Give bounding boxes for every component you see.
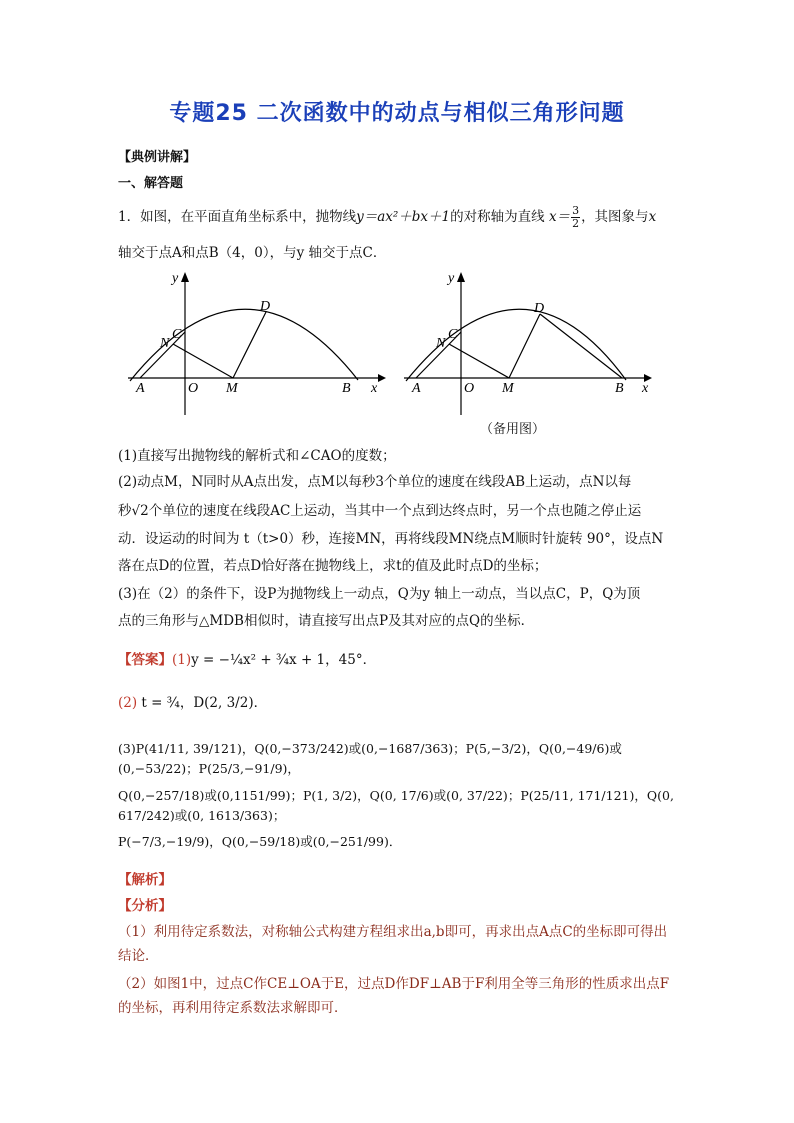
segment-NM: [173, 344, 233, 378]
label-A: A: [136, 381, 145, 396]
label-O: O: [188, 381, 199, 396]
question-3-line-1: (3)在（2）的条件下，设P为抛物线上一动点，Q为y 轴上一动点，当以点C，P，Q为顶: [118, 586, 641, 602]
problem-line-2: 轴交于点A和点B（4，0），与y 轴交于点C．: [118, 245, 387, 261]
answer-2: [118, 693, 678, 713]
page-title: 专题25 二次函数中的动点与相似三角形问题: [169, 101, 625, 126]
question-3-line-2: 点的三角形与△MDB相似时，请直接写出点P及其对应的点Q的坐标．: [118, 613, 535, 629]
answer-3-line-2: Q(0,−257/18)或(0,1151/99)；P(1, 3/2)，Q(0, 17/6)或(0, 37/22)；P(25/11, 171/121)，Q(0, 617/242)或(0, 1613/363)；: [118, 788, 674, 823]
axis-of-symmetry: x＝: [548, 209, 571, 225]
segment-MD: [509, 314, 540, 378]
answer-2-prefix: (2): [118, 695, 138, 711]
label-N: N: [436, 336, 446, 351]
x-axis-arrow: [378, 374, 386, 382]
figure-1: [128, 268, 388, 418]
label-A: A: [412, 381, 421, 396]
question-2-line-2: 秒√2个单位的速度在线段AC上运动，当其中一个点到达终点时，另一个点也随之停止运: [118, 503, 642, 519]
explain-tag: 【解析】: [118, 872, 172, 888]
y-axis-arrow: [181, 272, 189, 282]
axis-numerator: 3: [572, 204, 580, 217]
segment-NM: [449, 344, 509, 378]
segment-MD: [233, 312, 266, 378]
answer-2-expression: t = ¾，D(2, 3/2)．: [141, 695, 268, 711]
figure-2-caption: （备用图）: [480, 422, 546, 437]
problem-line-1: [118, 205, 678, 230]
answer-3-line-1: (3)P(41/11, 39/121)，Q(0,−373/242)或(0,−1687/363)；P(5,−3/2)，Q(0,−49/6)或(0,−53/22)；P(25/3,−91/9)，: [118, 741, 622, 776]
parabola-equation: y＝ax²＋bx＋1: [356, 209, 451, 225]
label-M: M: [226, 381, 238, 396]
label-C: C: [448, 327, 458, 342]
y-axis-arrow: [457, 272, 465, 282]
label-N: N: [160, 336, 170, 351]
answer-1-expression: y = −¼x² + ¾x + 1，45°．: [191, 652, 377, 668]
problem-text-a: 1．如图，在平面直角坐标系中，抛物线: [118, 209, 357, 225]
section-type-heading: 一、解答题: [118, 176, 184, 191]
label-y: y: [448, 271, 455, 286]
answer-tag: 【答案】: [118, 652, 172, 668]
answer-3-line-3: P(−7/3,−19/9)，Q(0,−59/18)或(0,−251/99)．: [118, 834, 402, 849]
x-label-inline: x: [648, 209, 657, 225]
axis-fraction: [571, 205, 580, 230]
axis-denominator: 2: [572, 217, 580, 230]
label-D: D: [534, 301, 545, 316]
label-O: O: [464, 381, 475, 396]
label-y: y: [172, 271, 179, 286]
label-C: C: [172, 327, 182, 342]
answer-1: [118, 650, 678, 670]
answer-1-prefix: (1): [172, 652, 192, 668]
analysis-2: （2）如图1中，过点C作CE⊥OA于E，过点D作DF⊥AB于F利用全等三角形的性质求出点F的坐标，再利用待定系数法求解即可．: [118, 976, 670, 1016]
analysis-tag: 【分析】: [118, 898, 172, 914]
analysis-1: （1）利用待定系数法，对称轴公式构建方程组求出a,b即可，再求出点A点C的坐标即可得出结论．: [118, 924, 668, 964]
problem-text-c: ，其图象与: [581, 209, 649, 225]
question-2-line-1: (2)动点M，N同时从A点出发，点M以每秒3个单位的速度在线段AB上运动，点N以每: [118, 474, 632, 490]
figure-2: [404, 268, 664, 418]
segment-DB: [540, 314, 622, 378]
label-B: B: [615, 381, 624, 396]
label-M: M: [502, 381, 514, 396]
label-x: x: [642, 381, 649, 396]
section-example-heading: 【典例讲解】: [118, 150, 197, 165]
problem-text-b: 的对称轴为直线: [450, 209, 545, 225]
label-B: B: [342, 381, 351, 396]
question-2-line-4: 落在点D的位置，若点D恰好落在抛物线上，求t的值及此时点D的坐标；: [118, 558, 548, 574]
question-2-line-3: 动．设运动的时间为 t（t>0）秒，连接MN，再将线段MN绕点M顺时针旋转 90°，设点N: [118, 531, 664, 547]
label-x: x: [371, 381, 378, 396]
question-1: (1)直接写出抛物线的解析式和∠CAO的度数；: [118, 448, 396, 464]
label-D: D: [260, 299, 271, 314]
